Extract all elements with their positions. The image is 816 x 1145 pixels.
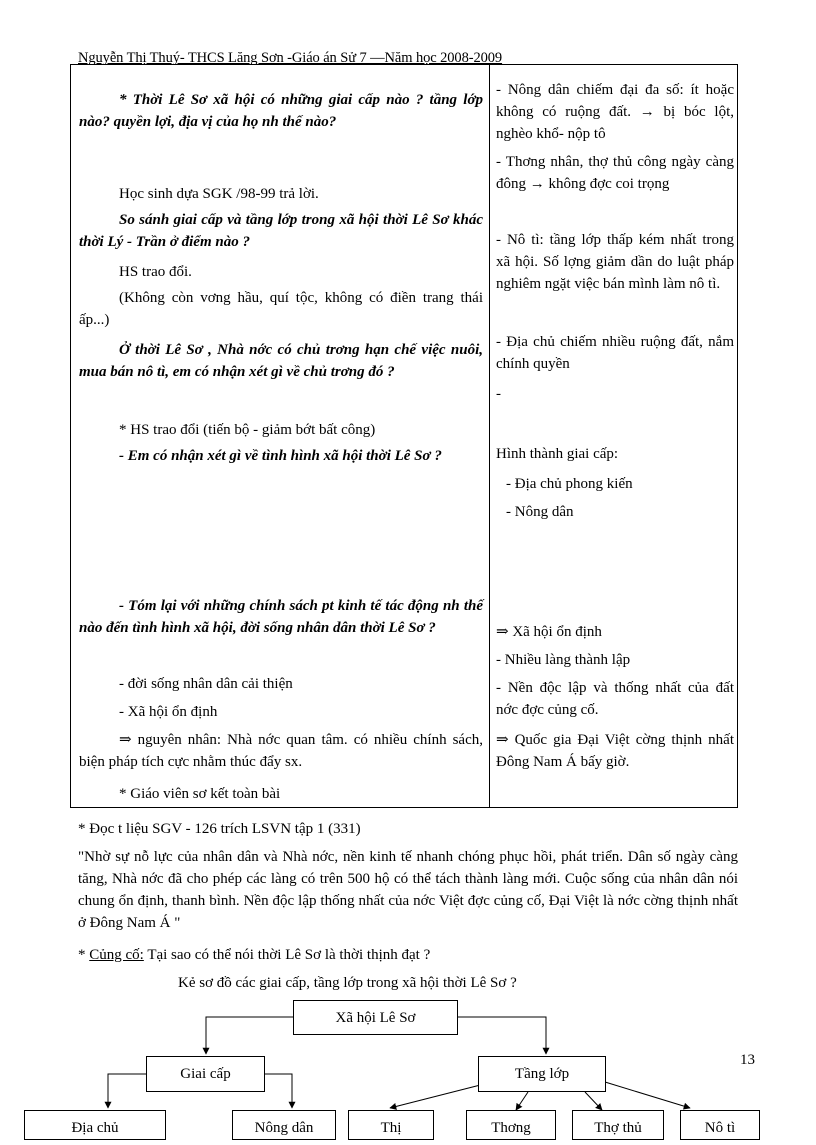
content-column bbox=[490, 65, 738, 807]
note-no-nobility: (Không còn vơng hầu, quí tộc, không có điền trang thái ấp...) bbox=[79, 290, 483, 328]
answer-reason: ⇒ nguyên nhân: Nhà nớc quan tâm. có nhiều chính sách, biện pháp tích cực nhằm thúc đẩy sx. bbox=[79, 732, 483, 770]
diagram-leaf-merchant: Thơng bbox=[466, 1110, 556, 1140]
diagram-leaf-landlord: Địa chủ bbox=[24, 1110, 166, 1140]
diagram-leaf-peasant: Nông dân bbox=[232, 1110, 336, 1140]
answer-progress: * HS trao đổi (tiến bộ - giảm bớt bất công) bbox=[119, 422, 376, 438]
question-social-classes: * Thời Lê Sơ xã hội có những giai cấp nào ? tầng lớp nào? quyền lợi, địa vị của họ nh thế nào? bbox=[79, 92, 483, 130]
teacher-activity-column bbox=[71, 65, 489, 807]
question-compare: So sánh giai cấp và tầng lớp trong xã hội thời Lê Sơ khác thời Lý - Trần ở điểm nào ? bbox=[79, 212, 483, 250]
answer-sgk: Học sinh dựa SGK /98-99 trả lời. bbox=[119, 186, 319, 202]
dai-viet-prosperous: ⇒ Quốc gia Đại Việt cờng thịnh nhất Đông Nam Á bấy giờ. bbox=[496, 732, 734, 770]
villages-established: - Nhiều làng thành lập bbox=[496, 652, 631, 668]
reference-note: * Đọc t liệu SGV - 126 trích LSVN tập 1 (331) bbox=[78, 821, 361, 837]
slaves-point: - Nô tì: tầng lớp thấp kém nhất trong xã hội. Số lợng giảm dần do luật pháp nghiêm ngặt việc bán mình làm nô tì. bbox=[496, 232, 734, 292]
class-formation: Hình thành giai cấp: bbox=[496, 446, 619, 462]
diagram-stratum-node: Tầng lớp bbox=[478, 1056, 606, 1092]
diagram-class-node: Giai cấp bbox=[146, 1056, 265, 1092]
consolidation-line: * Củng cố: Tại sao có thể nói thời Lê Sơ là thời thịnh đạt ? bbox=[78, 947, 431, 963]
merchants-point: - Thơng nhân, thợ thủ công ngày càng đông → không đợc coi trọng bbox=[496, 154, 734, 192]
diagram-leaf-slave: Nô tì bbox=[680, 1110, 760, 1140]
independence-strengthened: - Nền độc lập và thống nhất của đất nớc đợc củng cố. bbox=[496, 680, 734, 718]
lesson-table bbox=[70, 64, 738, 808]
page-header: Nguyễn Thị Thuý- THCS Lăng Sơn -Giáo án Sử 7 —Năm học 2008-2009 bbox=[78, 50, 503, 66]
dash-line: - bbox=[496, 386, 501, 402]
class-landlord: - Địa chủ phong kiến bbox=[506, 476, 633, 492]
question-slave-policy: Ở thời Lê Sơ , Nhà nớc có chủ trơng hạn chế việc nuôi, mua bán nô tì, em có nhận xét gì về chủ trơng đó ? bbox=[79, 342, 483, 380]
diagram-task: Kẻ sơ đồ các giai cấp, tầng lớp trong xã hội thời Lê Sơ ? bbox=[178, 975, 517, 991]
quoted-passage: "Nhờ sự nỗ lực của nhân dân và Nhà nớc, nền kinh tế nhanh chóng phục hồi, phát triển. Dân số ngày càng tăng, Nhà nớc đã cho phép các làng có trên 500 hộ có thể tách thành làng mới. Cuộc sống của nhân dân nói chung ổn định, thanh bình. Nền độc lập thống nhất của nớc Việt đợc củng cố, Đại Việt là nớc cờng thịnh nhất ở Đông Nam Á " bbox=[78, 849, 738, 931]
question-social-situation: - Em có nhận xét gì về tình hình xã hội thời Lê Sơ ? bbox=[119, 448, 442, 464]
diagram-leaf-townsfolk: Thị bbox=[348, 1110, 434, 1140]
diagram-leaf-artisan: Thợ thủ bbox=[572, 1110, 664, 1140]
teacher-summary: * Giáo viên sơ kết toàn bài bbox=[119, 786, 281, 802]
consolidation-label: Củng cố: bbox=[89, 947, 144, 963]
page-number: 13 bbox=[740, 1052, 755, 1068]
society-stable: ⇒ Xã hội ổn định bbox=[496, 624, 602, 640]
diagram-root-node: Xã hội Lê Sơ bbox=[293, 1000, 458, 1035]
peasants-point: - Nông dân chiếm đại đa số: ít hoặc không có ruộng đất. → bị bóc lột, nghèo khổ- nộp tô bbox=[496, 82, 734, 142]
class-peasant: - Nông dân bbox=[506, 504, 574, 520]
landlords-point: - Địa chủ chiếm nhiều ruộng đất, nắm chính quyền bbox=[496, 334, 734, 372]
question-policy-impact: - Tóm lại với những chính sách pt kinh tế tác động nh thế nào đến tình hình xã hội, đời sống nhân dân thời Lê Sơ ? bbox=[79, 598, 483, 636]
consolidation-question: Tại sao có thể nói thời Lê Sơ là thời thịnh đạt ? bbox=[143, 947, 431, 963]
answer-stable: - Xã hội ổn định bbox=[119, 704, 218, 720]
answer-life-improved: - đời sống nhân dân cải thiện bbox=[119, 676, 293, 692]
student-discussion: HS trao đổi. bbox=[119, 264, 192, 280]
